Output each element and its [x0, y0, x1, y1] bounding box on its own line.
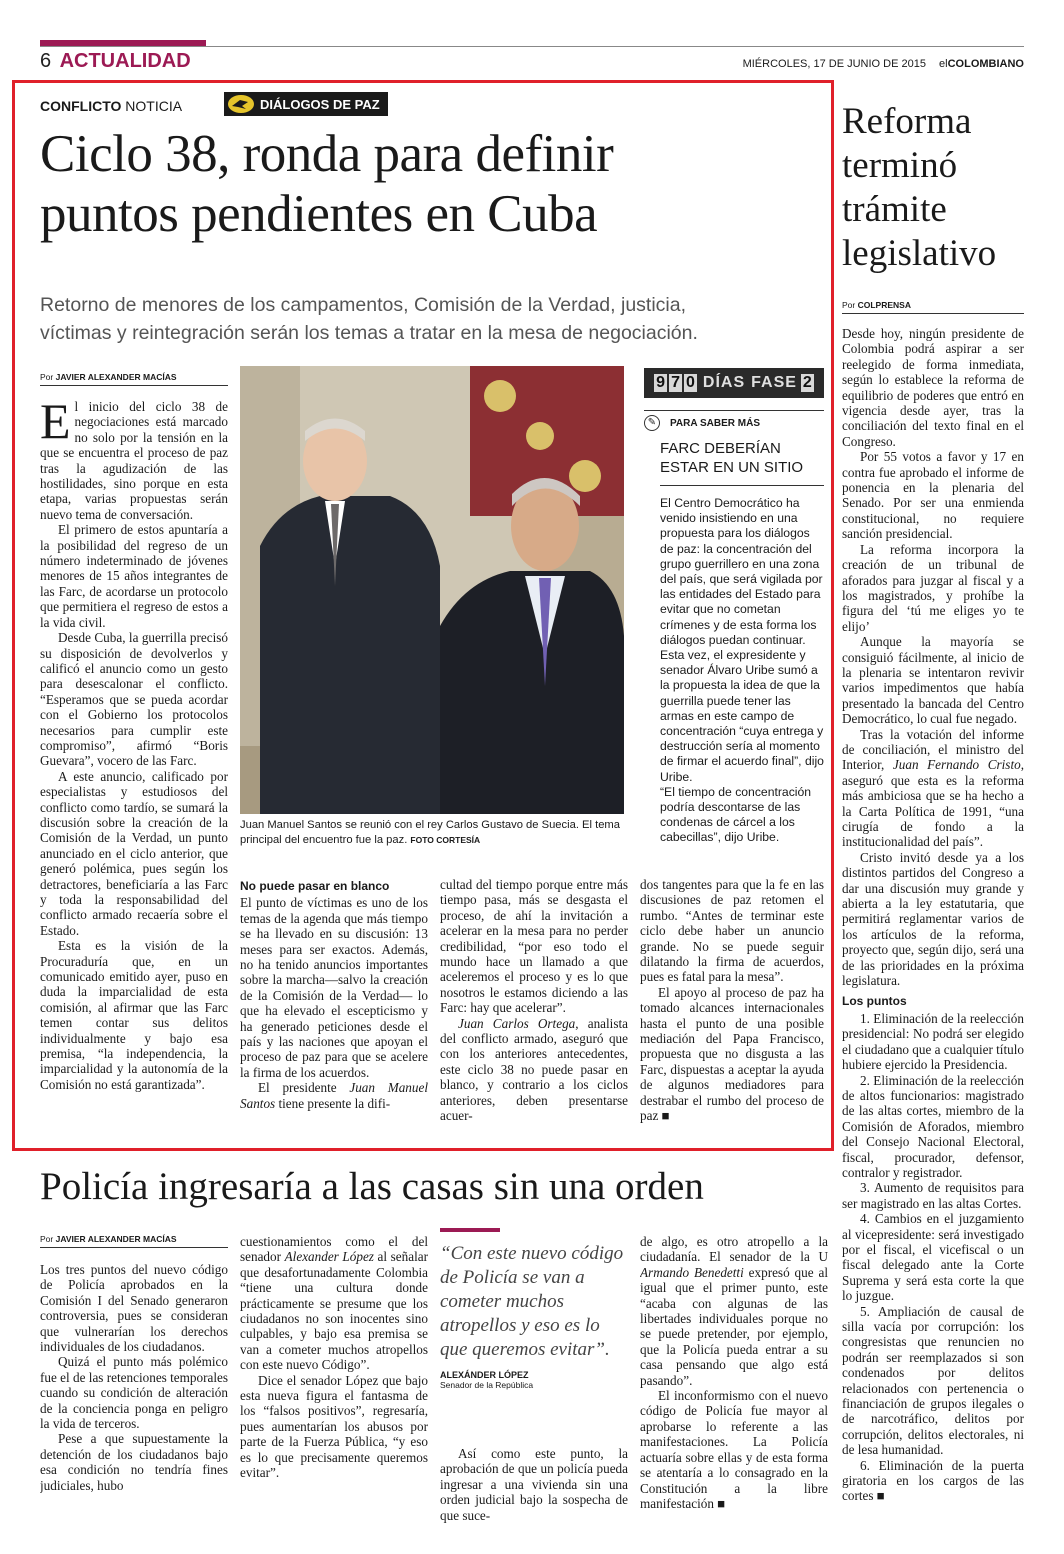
section-name: ACTUALIDAD	[59, 50, 191, 72]
main-col-3: cultad del tiempo porque entre más tiempo pasa, más se desgasta el proceso, de ahí la invitación a acelerar en la mesa para no perder credibilidad, “por eso todo el mundo hace un llamado a que aceleremos el proceso y es lo que nosotros le estamos diciendo a las Farc: hay que acelerar”. Juan Carlos Ortega, analista del conflicto armado, aseguró que con los anteriores antecedentes, este ciclo 38 no puede pasar en blanco, y contrario a los ciclos anteriores, deben presentarse acuer-	[440, 877, 628, 1124]
header-rule	[40, 46, 1024, 47]
list-item: 1. Eliminación de la reelección presidencial: No podrá ser elegido el ciudadano que a cualquier título hubiere ejercido la Presidencia.	[842, 1010, 1024, 1073]
quote-accent-bar	[440, 1228, 500, 1232]
list-item: 4. Cambios en el juzgamiento al vicepresidente: será investigado por el fiscal, el vicefiscal o un fiscal delegado ante la Corte Suprema y será esta corte la que lo juzgue.	[842, 1211, 1024, 1304]
dropcap: E	[40, 399, 71, 449]
badge-label: DIÁLOGOS DE PAZ	[260, 96, 380, 112]
subhead-no-puede: No puede pasar en blanco	[240, 879, 390, 893]
box-body: El Centro Democrático ha venido insistiendo en una propuesta para los diálogos de paz: la concentración del grupo guerrillero en una zona del país, que será vigilada por las entidades del Estado para evitar que no cometan crímenes y de esta forma los diálogos puedan continuar. Esta vez, el expresidente y senador Álvaro Uribe sumó a la propuesta la idea de que la guerrilla puede tener las armas en este campo de concentración “cuya entrega y destrucción sería al momento de firmar el acuerdo final”, dijo Uribe. “El tiempo de concentración podría descontarse de las condenas de cárcel a los cabecillas”, dijo Uribe.	[660, 496, 824, 845]
bottom-col-3: Así como este punto, la aprobación de que un policía pueda ingresar a una vivienda sin una orden judicial bajo la sospecha de que suce-	[440, 1446, 628, 1523]
kicker-topic: CONFLICTO	[40, 98, 122, 114]
pull-quote	[440, 1228, 628, 1390]
main-col-4: dos tangentes para que la fe en las discusiones de paz retomen el rumbo. “Antes de terminar este ciclo debe haber un anuncio grande. No se puede seguir dilatando la firma de acuerdos, pues es fatal para la mesa”. El apoyo al proceso de paz ha tomado alcances internacionales hasta el punto de una posible mediación del Papa Francisco, propuesta que no disgusta a las Farc, dispuestas a aceptar la ayuda de algunos mediadores para destrabar el rumbo del proceso de paz ■	[640, 877, 824, 1124]
main-deck: Retorno de menores de los campamentos, Comisión de la Verdad, justicia, víctimas y reintegración serán los temas a tratar en la mesa de negociación.	[40, 294, 698, 344]
bottom-col-4: de algo, es otro atropello a la ciudadanía. El senador de la U Armando Benedetti expresó que al igual que el primer punto, este “acaba con algunas de las libertades individuales porque no se puede pretender, por ejemplo, que la Policía pueda entrar a su casa pensando que algo está pasando”. El inconformismo con el nuevo código de Policía fue mayor al aprobarse lo referente a las manifestaciones. La Policía actuaría sobre ellas y de esta forma se atentaría a lo consagrado en la Constitución a la libre manifestación ■	[640, 1234, 828, 1511]
list-item: 6. Eliminación de la puerta giratoria en los cargos de las cortes ■	[842, 1457, 1024, 1504]
brand-logo: elCOLOMBIANO	[939, 58, 1024, 70]
counter-phase-label: FASE	[751, 374, 797, 391]
right-headline: Reforma terminó trámite legislativo	[842, 101, 997, 274]
right-byline: Por COLPRENSA	[842, 300, 1024, 314]
issue-date: MIÉRCOLES, 17 DE JUNIO DE 2015	[742, 58, 926, 70]
counter-digit: 0	[685, 374, 695, 391]
counter-digit: 7	[671, 374, 680, 391]
counter-days-label: DÍAS	[702, 374, 746, 391]
counter-digit: 9	[656, 374, 666, 391]
main-headline: Ciclo 38, ronda para definir puntos pendientes en Cuba	[40, 125, 614, 243]
list-item: 5. Ampliación de causal de silla vacía por corrupción: los congresistas que renuncien no podrán ser reemplazados si son condenados por delitos relacionados con pertenencia o financiación de grupos ilegales o de narcotráfico, delitos por corrupción, delitos electorales, ni de lesa humanidad.	[842, 1303, 1024, 1458]
para-saber-mas-box	[644, 410, 824, 846]
right-body: Desde hoy, ningún presidente de Colombia podrá aspirar a ser reelegido de forma inmediata, según lo establece la reforma de equilibrio de poderes que entró en vigencia desde ayer, tras la conciliación del texto final en el Congreso. Por 55 votos a favor y 17 en contra fue aprobado el informe de ponencia en la plenaria del Senado. Por ser una enmienda constitucional, no requiere sanción presidencial. La reforma incorpora la creación de un tribunal de aforados para juzgar al fiscal y a los magistrados, y prohíbe la figura del ‘tú me eliges yo te elijo’ Aunque la mayoría se consiguió fácilmente, al inicio de la plenaria se intentaron revivir varios impedimentos que había presentado la bancada del Centro Democrático, lo cual fue negado. Tras la votación del informe de conciliación, el ministro del Interior, Juan Fernando Cristo, aseguró que esta es la reforma más ambiciosa que se ha hecho a la Carta Política de 1991, “una cirugía de fondo a la institucionalidad del país”. Cristo invitó desde ya a los distintos partidos del Congreso a dar una discusión muy grande y abierta a la ley estatutaria, que permitirá reglamentar varios de los artículos de la reforma, proyecto que, según dijo, será una de las prioridades en la próxima legislatura. Los puntos 1. Eliminación de la reelección presidencial: No podrá ser elegido el ciudadano que a cualquier título hubiere ejercido la Presidencia. 2. Eliminación de la reelección de altos funcionarios: magistrado de las altas cortes, miembro de la Comisión de Aforados, miembro del Consejo Nacional Electoral, fiscal, procurador, defensor, contralor y registrador. 3. Aumento de requisitos para ser magistrado en las altas Cortes. 4. Cambios en el juzgamiento al vicepresidente: será investigado por el fiscal, el vicefiscal o un fiscal delegado ante la Corte Suprema y será esta corte la que lo juzgue. 5. Ampliación de causal de silla vacía por corrupción: los congresistas que renuncien no podrán ser reemplazados si son condenados por delitos relacionados con pertenencia o financiación de grupos ilegales o de narcotráfico, delitos por corrupción, delitos electorales, ni de lesa humanidad. 6. Eliminación de la puerta giratoria en los cargos de las cortes ■	[842, 326, 1024, 1504]
bottom-col-2: cuestionamientos como el del senador Alexander López al señalar que desafortunadamente Colombia “tiene una cultura donde prácticamente se presume que los ciudadanos no son inocentes sino culpables, y bajo esa premisa se van a cometer muchos atropellos con este nuevo Código”. Dice el senador López que bajo esta nueva figura el fantasma de los “falsos positivos”, regresaría, pues aumentarían los abusos por parte de la Fuerza Pública, “y eso es lo que precisamente queremos evitar”.	[240, 1234, 428, 1481]
quote-role: Senador de la República	[440, 1380, 534, 1390]
subhead-los-puntos: Los puntos	[842, 994, 907, 1009]
pin-icon: ✎	[644, 415, 660, 431]
main-col-2: No puede pasar en blanco El punto de víctimas es uno de los temas de la agenda que más tiempo se ha llevado en su discusión: 13 meses para ser exactos. Además, no ha tenido anuncios importantes sobre la marcha—salvo la creación de la Comisión de la Verdad— lo que ha elevado el escepticismo y ha generado peticiones desde el país y las naciones que apoyan el proceso de paz para que se acelere la firma de los acuerdos. El presidente Juan Manuel Santos tiene presente la difi-	[240, 879, 428, 1111]
bottom-headline: Policía ingresaría a las casas sin una orden	[40, 1165, 704, 1208]
main-photo	[240, 366, 624, 814]
kicker-type: NOTICIA	[125, 98, 183, 114]
quote-text: “Con este nuevo código de Policía se van a cometer muchos atropellos y eso es lo que queremos evitar”.	[440, 1243, 624, 1360]
days-counter	[644, 368, 824, 398]
page-header	[40, 50, 1024, 74]
counter-phase: 2	[802, 374, 812, 391]
page-number: 6	[40, 50, 52, 72]
main-col-1: El inicio del ciclo 38 de negociaciones está marcado no solo por la tensión en la que se encuentra el proceso de paz tras la agudización de las hostilidades, sino porque en esta etapa, varias propuestas serán nuevo tema de conversación. El primero de estos apuntaría a la posibilidad del regreso de un número indeterminado de jóvenes menores de 15 años integrantes de las Farc, de acordarse un protocolo que permitiera el regreso de estos a la vida civil. Desde Cuba, la guerrilla precisó su disposición de devolverlos y calificó el anuncio como un gesto para desescalonar el conflicto. “Esperamos que se pueda acordar con el Gobierno los protocolos necesarios para cumplir este compromiso”, afirmó “Boris Guevara”, vocero de las Farc. A este anuncio, calificado por especialistas y estudiosos del conflicto como tardío, se sumará la discusión sobre la creación de la Comisión de la Verdad, un punto anunciado en el ciclo anterior, que generó polémica, pues según los detractores, beneficiaría a las Farc y toda la responsabilidad del conflicto armado recaería sobre el Estado. Esta es la visión de la Procuraduría que, en un comunicado emitido ayer, puso en duda la imparcialidad de esta comisión, al afirmar que las Farc temen contar sus delitos individualmente y bajo esa premisa, “la independencia, la imparcialidad y la autonomía de la Comisión no está garantizada”.	[40, 399, 228, 1092]
list-item: 3. Aumento de requisitos para ser magistrado en las altas Cortes.	[842, 1180, 1024, 1211]
photo-credit: FOTO CORTESÍA	[410, 835, 481, 845]
dove-icon	[228, 95, 254, 113]
dialogos-badge	[224, 92, 388, 116]
list-item: 2. Eliminación de la reelección de altos funcionarios: magistrado de las altas cortes, miembro de la Comisión de Aforados, miembro del Consejo Nacional Electoral, fiscal, procurador, defensor, contralor y registrador.	[842, 1072, 1024, 1180]
bottom-col-1: Los tres puntos del nuevo código de Policía aprobados en la Comisión I del Senado generaron controversia, pues se consideran que vulnerarían los derechos individuales de los ciudadanos. Quizá el punto más polémico fue el de las retenciones temporales cuando su condición de alteración de la conciencia ponga en peligro la vida de terceros. Pese a que supuestamente la detención de los ciudadanos bajo esa condición no tendría fines judiciales, hubo	[40, 1262, 228, 1493]
quote-name: ALEXÁNDER LÓPEZ	[440, 1370, 529, 1380]
main-byline: Por JAVIER ALEXANDER MACÍAS	[40, 372, 228, 386]
bottom-byline: Por JAVIER ALEXANDER MACÍAS	[40, 1234, 228, 1248]
box-label: PARA SABER MÁS	[670, 417, 761, 429]
box-title: FARC DEBERÍAN ESTAR EN UN SITIO	[660, 440, 804, 476]
photo-caption: Juan Manuel Santos se reunió con el rey Carlos Gustavo de Suecia. El tema principal del encuentro fue la paz. FOTO CORTESÍA	[240, 819, 620, 846]
article-kicker	[40, 98, 182, 114]
